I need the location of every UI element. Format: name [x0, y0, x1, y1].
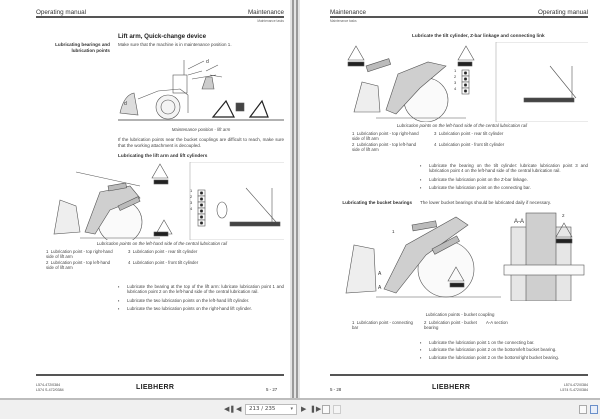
svg-text:d: d	[206, 59, 209, 65]
svg-text:3: 3	[454, 80, 457, 85]
figure1-caption: Lubrication points on the left-hand side of the central lubrication rail	[396, 123, 528, 128]
legend-item: 2 Lubrication point - bucket bearing	[424, 320, 477, 331]
instruction-item: ▪ Lubricate the bearing on the tilt cylinder: lubricate lubrication point 3 and lubrication point 4 on the left-hand side of the central lubrication rail.	[420, 163, 588, 174]
header-sub: Maintenance tasks	[330, 18, 357, 23]
legend-item: 4 Lubrication point - front tilt cylinder	[434, 142, 505, 147]
instruction-item: ▪ Lubricate the lubrication point 1 on the connecting bar.	[420, 340, 590, 345]
legend-item: 3 Lubrication point - rear tilt cylinder	[128, 249, 198, 254]
section-title: Lubricate the tilt cylinder, Z-bar linkage and connecting link	[412, 33, 545, 38]
figure2-caption: Lubrication points on the left-hand side of the central lubrication rail	[96, 241, 228, 246]
instruction-list-2	[420, 340, 590, 362]
intro-text: Make sure that the machine is in maintenance position 1.	[118, 42, 232, 47]
svg-text:A: A	[378, 285, 382, 291]
legend-item: 4 Lubrication point - front tilt cylinder	[128, 260, 199, 265]
svg-text:2: 2	[454, 74, 457, 79]
instruction-item: ▪ Lubricate the lubrication point 2 on the bottom/right bucket bearing.	[420, 355, 590, 360]
header-rule	[36, 16, 284, 18]
label-d: d	[124, 101, 127, 107]
legend-item: 1 Lubrication point - top right-hand side of lift arm	[352, 131, 419, 142]
legend-item: 1 Lubrication point - top right-hand side of lift arm	[46, 249, 113, 260]
page-number: 5 - 28	[330, 387, 342, 392]
next-page-icon[interactable]: ▶	[301, 406, 307, 413]
liebherr-logo: LIEBHERR	[136, 384, 175, 391]
legend-item: A-A section	[486, 320, 508, 325]
header-right: Maintenance	[247, 9, 284, 16]
svg-text:2: 2	[190, 194, 193, 199]
svg-text:1: 1	[190, 188, 193, 193]
figure-lift-arm-lubrication	[40, 162, 284, 240]
figure1-caption: Maintenance position - lift arm	[171, 127, 231, 132]
legend-item: 2 Lubrication point - top left-hand side of lift arm	[46, 260, 111, 271]
footer-rule	[36, 374, 284, 376]
page-number: 5 - 27	[266, 387, 278, 392]
legend-item: 2 Lubrication point - top left-hand side of lift arm	[352, 142, 417, 153]
legend-item: 3 Lubrication point - rear tilt cylinder	[434, 131, 504, 136]
header-right: Operating manual	[537, 9, 588, 16]
page-gutter	[290, 0, 300, 398]
figure-bucket-coupling	[336, 209, 588, 301]
svg-text:1: 1	[454, 68, 457, 73]
single-page-view-icon[interactable]	[579, 405, 587, 414]
paragraph: If the lubrication points near the bucket couplings are difficult to reach, make sure that the working attachment is decoupled.	[118, 137, 284, 148]
copy-view-icon[interactable]	[333, 405, 341, 414]
page-dropdown-icon[interactable]: ▾	[290, 406, 293, 412]
page-right	[300, 0, 600, 398]
svg-text:A-A: A-A	[514, 219, 525, 225]
subheading: Lubricating the lift arm and lift cylinders	[118, 153, 208, 158]
footer-model: L574-472/0384 L574 S-472/0384	[36, 383, 64, 392]
section-title: Lift arm, Quick-change device	[118, 33, 207, 40]
instruction-item: ▪ Lubricate the two lubrication points on the left-hand lift cylinder.	[118, 298, 284, 303]
svg-text:1: 1	[392, 229, 395, 234]
instruction-list	[118, 284, 284, 315]
header-left: Operating manual	[36, 9, 87, 16]
page-left	[0, 0, 290, 398]
instruction-item: ▪ Lubricate the lubrication point 2 on the bottom/left bucket bearing.	[420, 347, 590, 352]
svg-text:2: 2	[562, 213, 565, 218]
prev-page-icon[interactable]: ◀	[236, 406, 242, 413]
footer-model: L574-472/0384 L574 S-472/0384	[560, 383, 588, 392]
figure2-caption: Lubrication points - bucket coupling	[425, 312, 495, 317]
instruction-item: ▪ Lubricate the lubrication point on the connecting bar.	[420, 185, 588, 190]
svg-text:4: 4	[454, 86, 457, 91]
footer-rule	[330, 374, 588, 376]
side-label: Lubricating the bucket bearings	[342, 200, 412, 205]
figure-tilt-cylinder-lubrication	[336, 42, 588, 122]
viewer-toolbar	[0, 398, 600, 419]
instruction-item: ▪ Lubricate the bearing at the top of the lift arm: lubricate lubrication point 1 and lubrication point 2 on the left-hand side of the central lubrication rail.	[118, 284, 284, 295]
two-page-view-icon[interactable]	[590, 405, 598, 414]
svg-text:A: A	[378, 271, 382, 277]
rotate-view-icon[interactable]	[322, 405, 330, 414]
liebherr-logo: LIEBHERR	[432, 384, 471, 391]
svg-text:4: 4	[190, 206, 193, 211]
header-left: Maintenance	[330, 9, 367, 16]
figure-maintenance-position	[118, 55, 284, 125]
last-page-icon[interactable]: ❚▶	[310, 406, 322, 413]
instruction-item: ▪ Lubricate the two lubrication points on the right-hand lift cylinder.	[118, 306, 284, 311]
legend-item: 1 Lubrication point - connecting bar	[352, 320, 413, 331]
first-page-icon[interactable]: ◀❚	[224, 406, 236, 413]
side-text: The lower bucket bearings should be lubricated daily if necessary.	[420, 200, 551, 205]
svg-text:3: 3	[190, 200, 193, 205]
instruction-item: ▪ Lubricate the lubrication point on the Z-bar linkage.	[420, 177, 588, 182]
header-rule	[330, 16, 588, 18]
side-label: Lubricating bearings and lubrication points	[55, 42, 110, 53]
header-sub: Maintenance tasks	[257, 18, 284, 23]
page-number-input[interactable]: 213 / 235 ▾	[245, 404, 297, 415]
instruction-list	[420, 163, 588, 194]
